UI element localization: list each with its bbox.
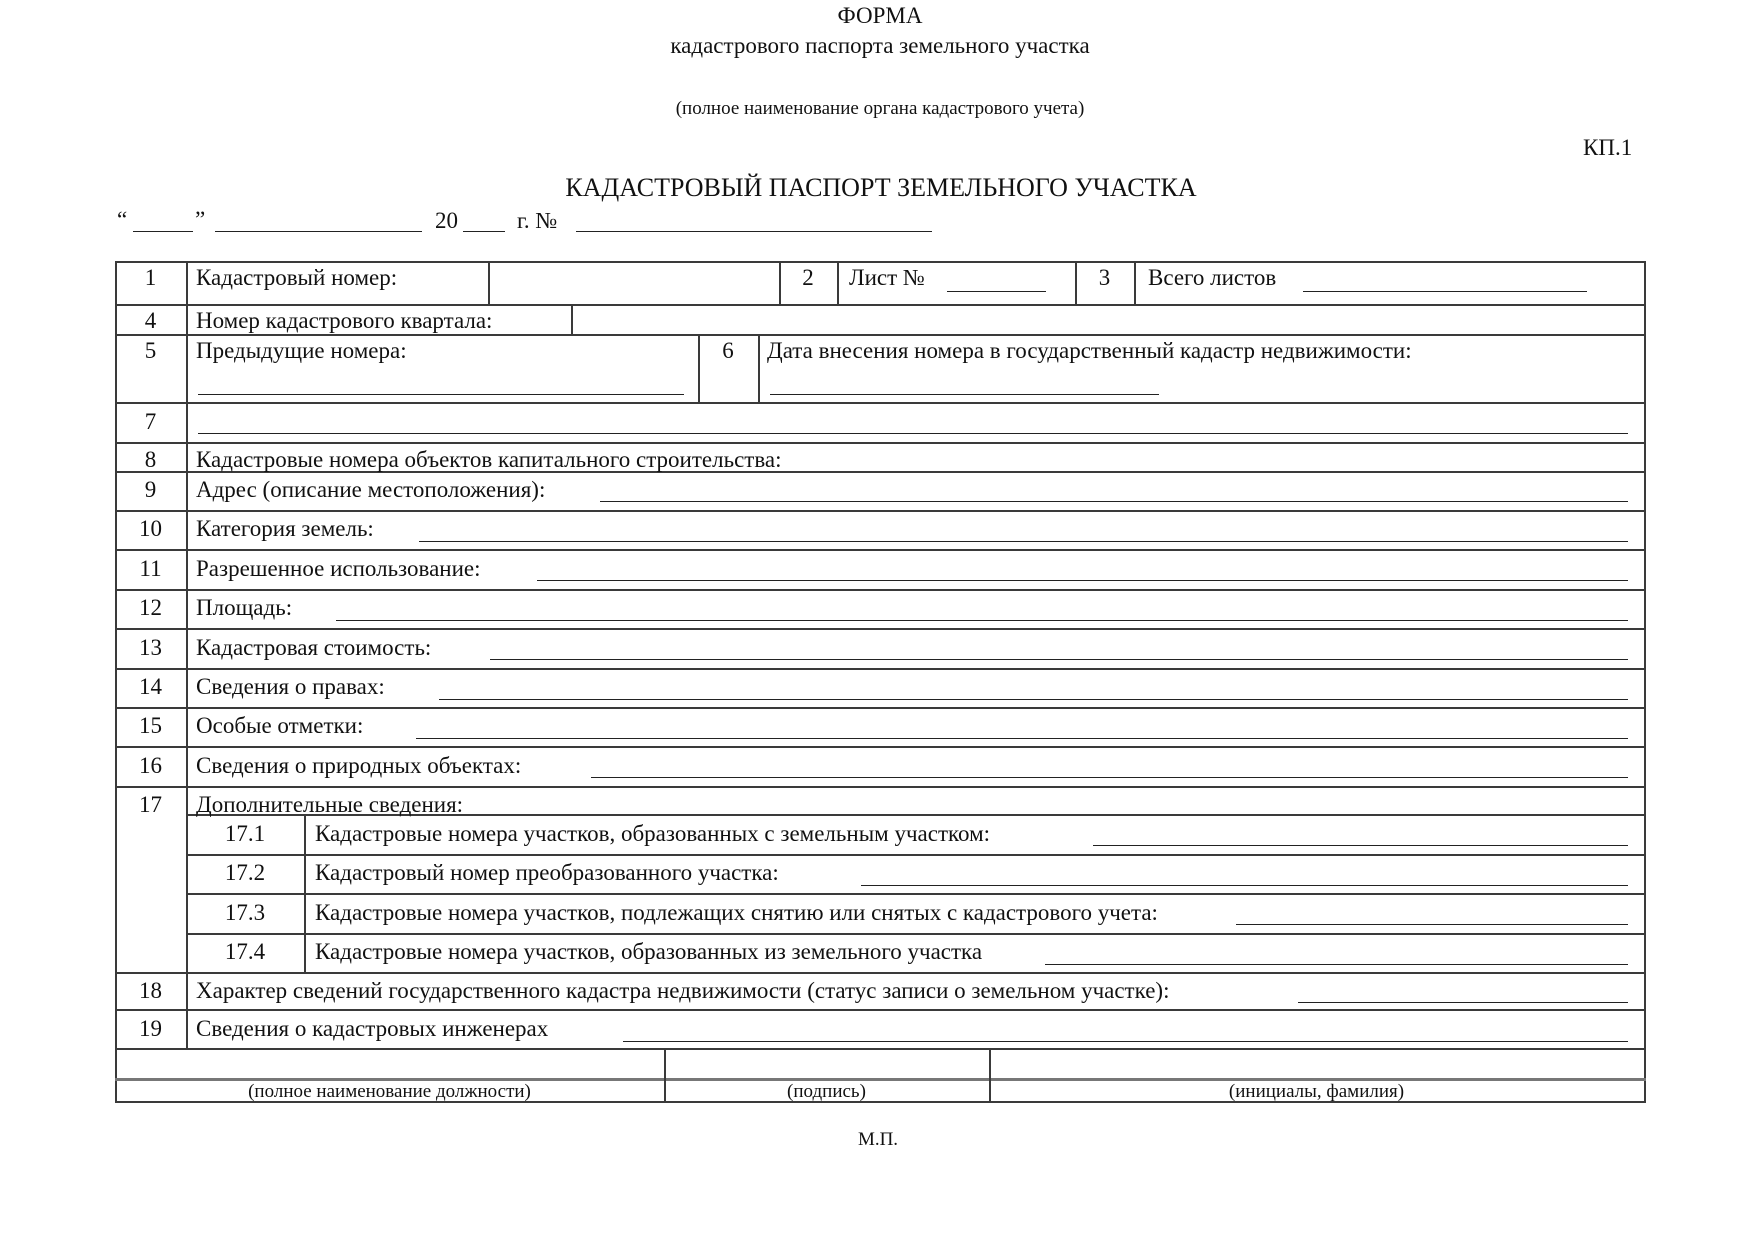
passport-number-field[interactable]	[576, 231, 932, 232]
subrow-number: 17.2	[224, 860, 266, 885]
number-prefix: г. №	[517, 208, 558, 233]
signature-caption: (подпись)	[787, 1081, 866, 1102]
subrow-17-2-field[interactable]	[861, 885, 1628, 886]
row-divider	[186, 854, 1646, 856]
land-category-label: Категория земель:	[196, 516, 374, 541]
row-number: 12	[139, 595, 162, 620]
signature-field[interactable]	[666, 1050, 988, 1077]
table-border-right	[1644, 261, 1646, 1103]
row-divider	[186, 893, 1646, 895]
registration-date-field[interactable]	[770, 394, 1159, 395]
row-divider	[115, 628, 1646, 630]
row-divider	[115, 510, 1646, 512]
row-divider	[115, 668, 1646, 670]
row-divider	[115, 402, 1646, 404]
area-field[interactable]	[336, 620, 1628, 621]
previous-numbers-field[interactable]	[198, 394, 684, 395]
permitted-use-field[interactable]	[537, 580, 1628, 581]
row-number: 4	[144, 308, 157, 333]
land-category-field[interactable]	[419, 541, 1628, 542]
total-sheets-field[interactable]	[1303, 291, 1587, 292]
subrow-label: Кадастровый номер преобразованного участка:	[315, 860, 779, 885]
row-number: 19	[139, 1016, 162, 1041]
day-field[interactable]	[133, 231, 193, 232]
row-number: 14	[139, 674, 162, 699]
subrow-17-4-field[interactable]	[1045, 964, 1628, 965]
stamp-placeholder: М.П.	[857, 1129, 899, 1150]
row-number: 1	[144, 265, 157, 290]
row-number: 9	[144, 477, 157, 502]
form-code: КП.1	[1583, 135, 1633, 160]
subrow-number: 17.3	[224, 900, 266, 925]
subrow-label: Кадастровые номера участков, образованных с земельным участком:	[315, 821, 991, 846]
row-divider	[115, 549, 1646, 551]
column-divider	[837, 261, 839, 304]
cadastral-number-field[interactable]	[490, 263, 778, 303]
form-title: ФОРМА	[837, 3, 923, 28]
row-divider	[186, 933, 1646, 935]
subrow-label: Кадастровые номера участков, образованных из земельного участка	[315, 939, 983, 964]
row-divider	[115, 1009, 1646, 1011]
table-border-top	[115, 261, 1646, 263]
row-number: 8	[144, 447, 157, 472]
row-divider	[115, 589, 1646, 591]
year-prefix: 20	[435, 208, 458, 233]
subrow-number: 17.1	[224, 821, 266, 846]
row-number: 3	[1098, 265, 1111, 290]
close-quote: ”	[195, 207, 206, 232]
subrow-label: Кадастровые номера участков, подлежащих снятию или снятых с кадастрового учета:	[315, 900, 1158, 925]
column-divider	[1134, 261, 1136, 304]
document-title: КАДАСТРОВЫЙ ПАСПОРТ ЗЕМЕЛЬНОГО УЧАСТКА	[565, 173, 1197, 202]
cadastral-value-field[interactable]	[490, 659, 1628, 660]
row-number: 15	[139, 713, 162, 738]
open-quote: “	[117, 207, 128, 232]
row-number: 18	[139, 978, 162, 1003]
row-divider	[115, 334, 1646, 336]
form-subtitle: кадастрового паспорта земельного участка	[670, 33, 1090, 58]
authority-caption: (полное наименование органа кадастрового учета)	[675, 98, 1085, 119]
position-caption: (полное наименование должности)	[248, 1081, 531, 1102]
cadastral-engineers-label: Сведения о кадастровых инженерах	[196, 1016, 549, 1041]
address-field[interactable]	[600, 501, 1628, 502]
address-label: Адрес (описание местоположения):	[196, 477, 546, 502]
rights-label: Сведения о правах:	[196, 674, 385, 699]
cadastral-quarter-field[interactable]	[573, 306, 1643, 333]
row-number: 17	[139, 792, 162, 817]
cadastral-quarter-label: Номер кадастрового квартала:	[196, 308, 493, 333]
previous-numbers-label: Предыдущие номера:	[196, 338, 407, 363]
row-number: 16	[139, 753, 162, 778]
cadastral-value-label: Кадастровая стоимость:	[196, 635, 432, 660]
position-field[interactable]	[117, 1050, 663, 1077]
month-field[interactable]	[215, 231, 422, 232]
row-divider	[115, 972, 1646, 974]
row-number: 10	[139, 516, 162, 541]
area-label: Площадь:	[196, 595, 293, 620]
row-divider	[115, 442, 1646, 444]
subrow-17-3-field[interactable]	[1236, 924, 1628, 925]
year-field[interactable]	[463, 231, 505, 232]
rights-field[interactable]	[439, 699, 1628, 700]
permitted-use-label: Разрешенное использование:	[196, 556, 481, 581]
subrow-17-1-field[interactable]	[1093, 845, 1628, 846]
row-number: 2	[802, 265, 814, 290]
row-number: 13	[139, 635, 162, 660]
name-field[interactable]	[991, 1050, 1643, 1077]
cadastral-engineers-field[interactable]	[623, 1041, 1628, 1042]
natural-objects-label: Сведения о природных объектах:	[196, 753, 522, 778]
total-sheets-label: Всего листов	[1148, 265, 1277, 290]
registration-date-label: Дата внесения номера в государственный кадастр недвижимости:	[767, 338, 1412, 363]
cadastral-number-label: Кадастровый номер:	[196, 265, 398, 290]
subrow-number: 17.4	[224, 939, 266, 964]
row-divider	[115, 746, 1646, 748]
row-number: 11	[139, 556, 162, 581]
number-column-divider	[186, 261, 188, 1048]
row-7-field[interactable]	[198, 433, 1628, 434]
row-number: 6	[722, 338, 734, 363]
name-caption: (инициалы, фамилия)	[1228, 1081, 1405, 1102]
special-notes-field[interactable]	[416, 738, 1628, 739]
natural-objects-field[interactable]	[591, 777, 1628, 778]
column-divider	[304, 814, 306, 972]
special-notes-label: Особые отметки:	[196, 713, 364, 738]
sheet-number-label: Лист №	[849, 265, 925, 290]
row-number: 5	[144, 338, 157, 363]
capital-objects-label: Кадастровые номера объектов капитального строительства:	[196, 447, 782, 472]
row-divider	[115, 707, 1646, 709]
record-status-field[interactable]	[1298, 1002, 1628, 1003]
additional-info-label: Дополнительные сведения:	[196, 792, 464, 817]
sheet-number-field[interactable]	[947, 291, 1046, 292]
record-status-label: Характер сведений государственного кадастра недвижимости (статус записи о земельном участке):	[196, 978, 1170, 1003]
row-divider	[115, 786, 1646, 788]
column-divider	[758, 334, 760, 402]
row-number: 7	[144, 409, 157, 434]
